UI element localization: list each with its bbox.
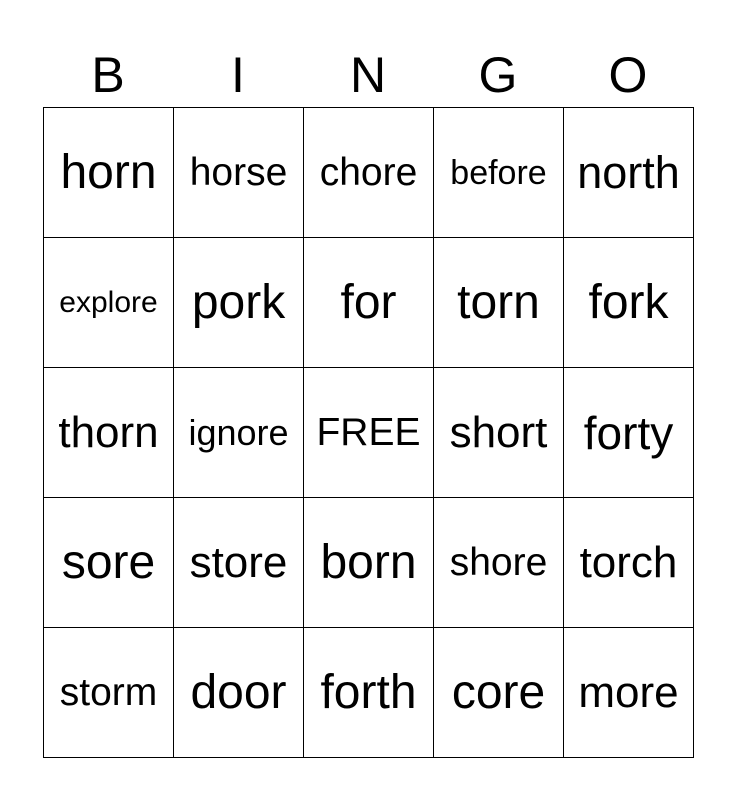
header-letter-g: G xyxy=(478,47,518,103)
bingo-cell-n5[interactable]: forth xyxy=(304,628,434,758)
bingo-cell-b4[interactable]: sore xyxy=(44,498,174,628)
header-letter-n: N xyxy=(349,47,387,103)
board-row xyxy=(44,628,694,758)
bingo-cell-b3[interactable]: thorn xyxy=(44,368,174,498)
board-row xyxy=(44,238,694,368)
bingo-cell-n1[interactable]: chore xyxy=(304,108,434,238)
bingo-cell-b1[interactable]: horn xyxy=(44,108,174,238)
bingo-cell-o2[interactable]: fork xyxy=(564,238,694,368)
header-letter-o: O xyxy=(608,47,648,103)
bingo-cell-g5[interactable]: core xyxy=(434,628,564,758)
bingo-cell-o5[interactable]: more xyxy=(564,628,694,758)
bingo-board xyxy=(43,107,694,758)
bingo-cell-n2[interactable]: for xyxy=(304,238,434,368)
board-row xyxy=(44,498,694,628)
bingo-cell-b5[interactable]: storm xyxy=(44,628,174,758)
bingo-cell-o3[interactable]: forty xyxy=(564,368,694,498)
free-space-cell[interactable]: FREE xyxy=(304,368,434,498)
bingo-cell-i5[interactable]: door xyxy=(174,628,304,758)
header-letter-i: I xyxy=(231,47,245,103)
bingo-cell-g4[interactable]: shore xyxy=(434,498,564,628)
bingo-cell-b2[interactable]: explore xyxy=(44,238,174,368)
bingo-cell-i1[interactable]: horse xyxy=(174,108,304,238)
bingo-cell-i2[interactable]: pork xyxy=(174,238,304,368)
bingo-cell-o4[interactable]: torch xyxy=(564,498,694,628)
header-letter-b: B xyxy=(91,47,125,103)
bingo-cell-i4[interactable]: store xyxy=(174,498,304,628)
board-row xyxy=(44,368,694,498)
bingo-header xyxy=(43,44,693,106)
board-row xyxy=(44,108,694,238)
bingo-cell-g1[interactable]: before xyxy=(434,108,564,238)
bingo-cell-g2[interactable]: torn xyxy=(434,238,564,368)
bingo-cell-n4[interactable]: born xyxy=(304,498,434,628)
bingo-cell-o1[interactable]: north xyxy=(564,108,694,238)
bingo-cell-i3[interactable]: ignore xyxy=(174,368,304,498)
bingo-cell-g3[interactable]: short xyxy=(434,368,564,498)
